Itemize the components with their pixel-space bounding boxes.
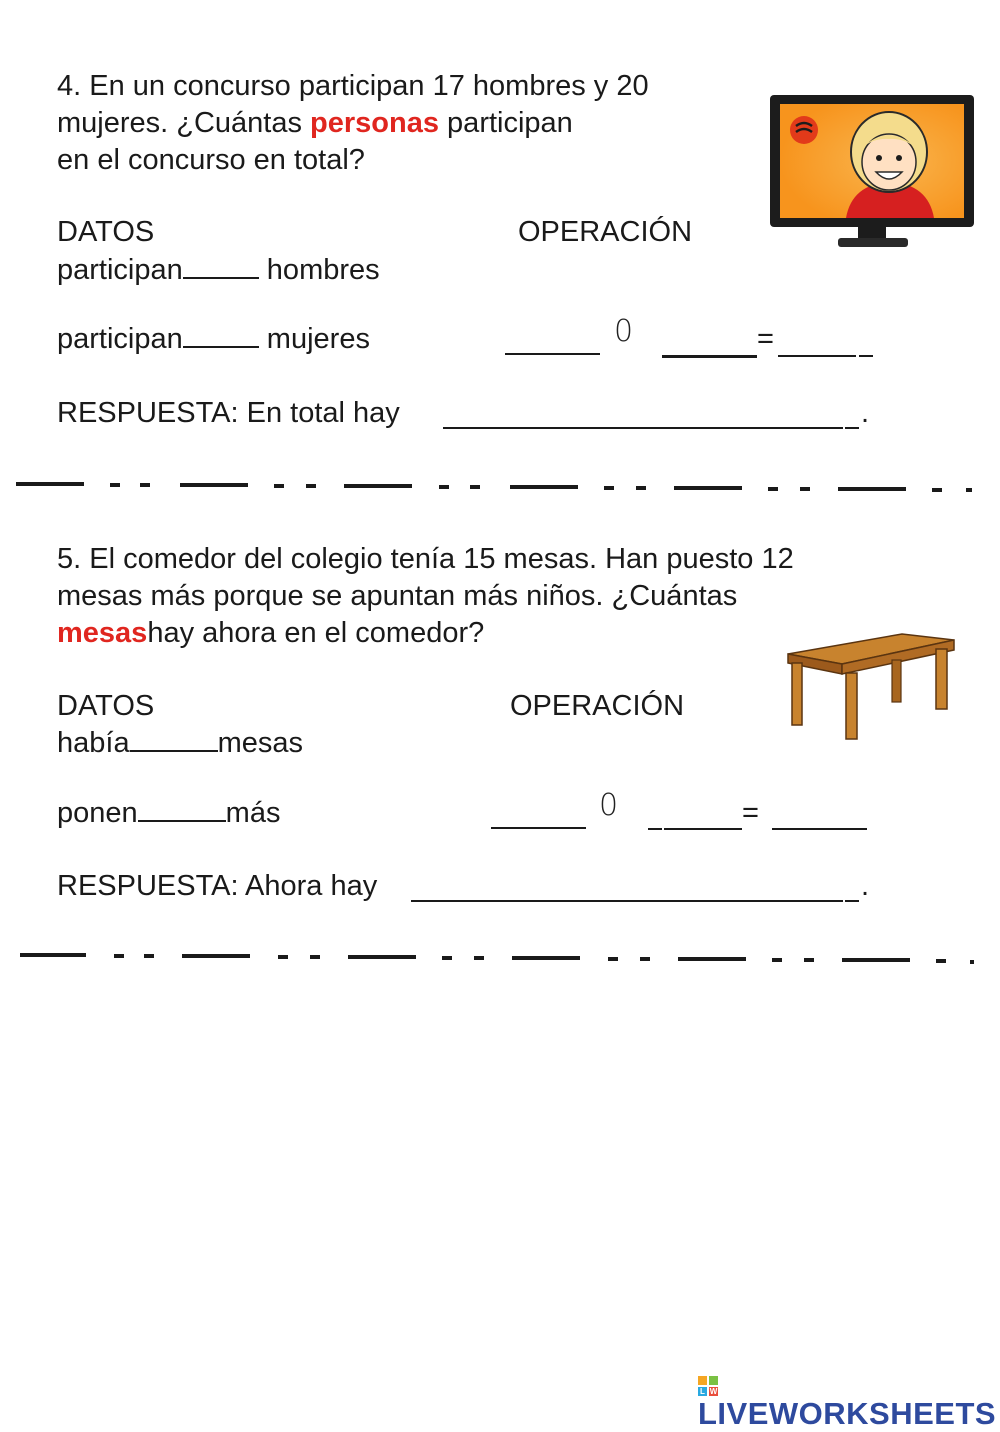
tv-illustration <box>768 92 978 254</box>
underscore <box>859 333 873 357</box>
problem5-datos2-label: ponen <box>57 797 138 829</box>
problem4-equals: = <box>757 323 774 355</box>
problem5-answer-label: RESPUESTA: Ahora hay <box>57 870 378 902</box>
underscore <box>648 806 662 830</box>
problem5-operacion-label: OPERACIÓN <box>510 690 685 722</box>
problem4-sign-box[interactable]: 0 <box>614 314 634 349</box>
problem4-result-blank[interactable] <box>778 333 856 357</box>
problem4-answer-label: RESPUESTA: En total hay <box>57 397 400 429</box>
problem4-operacion-label: OPERACIÓN <box>518 216 693 248</box>
problem4-datos2-unit: mujeres <box>258 323 370 355</box>
problem4-datos-hombres <box>57 252 380 289</box>
problem5-answer-blank[interactable] <box>411 878 843 902</box>
problem5-datos1-label: había <box>57 727 130 759</box>
problem5-result-blank[interactable] <box>772 806 867 830</box>
problem5-sign-box[interactable]: 0 <box>599 788 619 823</box>
problem5-ponen-blank[interactable] <box>138 798 226 822</box>
problem4-datos-mujeres <box>57 321 370 358</box>
problem5-habia-blank[interactable] <box>130 728 218 752</box>
problem5-answer-row <box>57 868 377 905</box>
problem4-datos-label: DATOS <box>57 216 155 248</box>
underscore <box>845 405 859 429</box>
problem4-line2-tail: participan <box>439 107 573 139</box>
brand-logo-icon <box>698 1376 718 1396</box>
dashed-separator <box>18 948 978 970</box>
problem5-operand2-blank[interactable] <box>664 806 742 830</box>
problem5-equals: = <box>742 797 759 829</box>
underscore <box>845 878 859 902</box>
problem5-line3-tail: hay ahora en el comedor? <box>147 617 485 649</box>
problem5-operand1-blank[interactable] <box>491 805 586 829</box>
problem5-keyword: mesas <box>57 617 148 649</box>
problem4-line3: en el concurso en total? <box>57 144 365 176</box>
problem4-answer-period: . <box>861 397 870 429</box>
problem4-keyword: personas <box>310 107 439 139</box>
problem5-line2: mesas más porque se apuntan más niños. ¿Cuántas <box>57 580 738 612</box>
problem5-datos-label: DATOS <box>57 690 155 722</box>
table-illustration <box>784 630 958 742</box>
problem4-line1: 4. En un concurso participan 17 hombres y 20 <box>57 70 649 102</box>
problem5-datos-ponen <box>57 795 280 832</box>
problem4-operand1-blank[interactable] <box>505 331 600 355</box>
problem5-datos-habia <box>57 725 303 762</box>
problem5-statement <box>57 541 794 652</box>
problem4-answer-row <box>57 395 400 432</box>
liveworksheets-logo[interactable] <box>698 1376 1000 1432</box>
brand-name: LIVEWORKSHEETS <box>698 1396 997 1431</box>
problem5-line1: 5. El comedor del colegio tenía 15 mesas. Han puesto 12 <box>57 543 794 575</box>
problem5-datos2-unit: más <box>225 797 281 829</box>
problem4-operand2-blank[interactable] <box>662 333 757 358</box>
brand-logo-letter-l: L <box>698 1387 707 1396</box>
problem4-statement <box>57 68 649 179</box>
underscore <box>245 255 259 279</box>
problem4-line2 <box>57 105 649 142</box>
problem4-datos1-label: participan <box>57 254 183 286</box>
problem4-mujeres-blank[interactable] <box>183 324 245 348</box>
problem4-datos1-unit: hombres <box>258 254 380 286</box>
problem5-answer-period: . <box>861 870 870 902</box>
dashed-separator <box>14 476 976 498</box>
problem4-line2-text: mujeres. ¿Cuántas <box>57 107 311 139</box>
problem5-line3 <box>57 615 794 652</box>
problem5-datos1-unit: mesas <box>217 727 303 759</box>
underscore <box>245 324 259 348</box>
problem4-datos2-label: participan <box>57 323 183 355</box>
problem4-answer-blank[interactable] <box>443 405 843 429</box>
brand-logo-letter-w: W <box>709 1387 718 1396</box>
problem4-hombres-blank[interactable] <box>183 255 245 279</box>
